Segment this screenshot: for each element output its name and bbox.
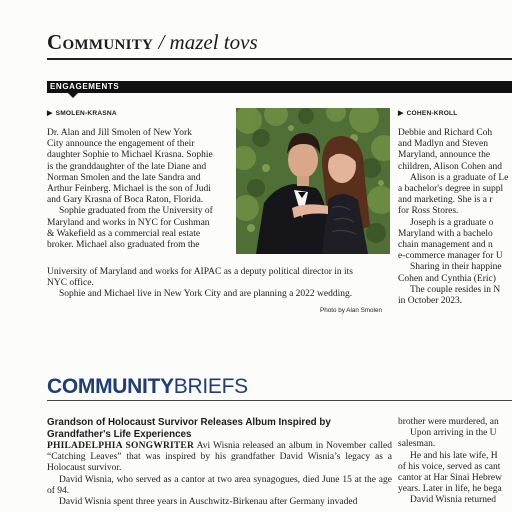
text-line: salesman. bbox=[398, 439, 436, 450]
subhead-cohen-kroll bbox=[398, 109, 458, 117]
couple-photo-illustration bbox=[236, 108, 390, 254]
photo-credit: Photo by Alan Smolen bbox=[320, 307, 382, 314]
section-title-sep: / bbox=[153, 30, 170, 54]
brief-body bbox=[47, 441, 392, 508]
text-line: is the granddaughter of the late Diane and bbox=[47, 161, 207, 172]
engagement-photo bbox=[236, 108, 390, 254]
text-line: years. Later in life, he bega bbox=[398, 484, 502, 495]
arrow-right-icon: ▶ bbox=[398, 110, 404, 117]
text-line: and marketing. She is a r bbox=[398, 195, 493, 206]
engagements-bar-notch bbox=[68, 93, 78, 98]
cohen-kroll-body bbox=[398, 128, 512, 307]
smolen-krasna-p1 bbox=[47, 128, 227, 206]
text-line: Debbie and Richard Coh bbox=[398, 128, 493, 138]
text-line: Joseph is a graduate o bbox=[410, 217, 494, 228]
text-line: Arthur Feinberg. Michael is the son of Judi bbox=[47, 184, 211, 195]
briefs-rule bbox=[47, 400, 512, 401]
text-line: NYC office. bbox=[47, 278, 94, 289]
text-line: for Ross Stores. bbox=[398, 206, 459, 217]
brief-right-column bbox=[398, 417, 512, 507]
smolen-krasna-p3: Sophie and Michael live in New York City and are planning a 2022 wedding. bbox=[59, 289, 353, 300]
briefs-title-bold: COMMUNITY bbox=[47, 375, 174, 398]
subhead-smolen-krasna bbox=[47, 109, 117, 117]
text-line: e-commerce manager for U bbox=[398, 251, 503, 262]
text-line: a bachelor's degree in suppl bbox=[398, 184, 504, 195]
text-line: Sophie graduated from the University of bbox=[59, 206, 213, 217]
text-line: brother were murdered, an bbox=[398, 417, 499, 427]
text-line: Alison is a graduate of Le bbox=[410, 172, 509, 183]
text-line: of his voice, served as cant bbox=[398, 461, 501, 472]
text-line: Sharing in their happine bbox=[410, 262, 502, 273]
text-line: chain management and n bbox=[398, 240, 493, 251]
text-line: in October 2023. bbox=[398, 296, 463, 307]
section-title-main: Community bbox=[47, 30, 154, 54]
text-line: Upon arriving in the U bbox=[410, 428, 497, 439]
brief-p1-text: Avi Wisnia released an album in November called “Catching Leaves” that was inspired by his grandfather David Wisnia’s legacy as a Holocaust survivor. bbox=[47, 441, 393, 474]
smolen-krasna-p2 bbox=[47, 206, 227, 251]
text-line: Maryland, announce the bbox=[398, 150, 491, 161]
text-line: He and his late wife, H bbox=[410, 450, 498, 461]
text-line: Maryland and works in NYC for Cushman bbox=[47, 217, 210, 228]
text-line: & Wakefield as a commercial real estate bbox=[47, 228, 201, 239]
smolen-krasna-body bbox=[47, 128, 227, 251]
text-line: Norman Smolen and the late Sandra and bbox=[47, 172, 201, 183]
brief-p2: David Wisnia, who served as a cantor at two area synagogues, died June 15 at the age of 94. bbox=[47, 474, 392, 496]
text-line: and Gary Krasna of Boca Raton, Florida. bbox=[47, 195, 204, 206]
section-title bbox=[47, 30, 258, 55]
smolen-krasna-wide bbox=[47, 267, 390, 301]
text-line: David Wisnia returned bbox=[410, 495, 496, 506]
subhead-cohen-kroll-label: COHEN-KROLL bbox=[406, 110, 458, 117]
text-line: daughter Sophie to Michael Krasna. Sophie bbox=[47, 150, 213, 161]
brief-p1 bbox=[47, 441, 392, 475]
text-line: Dr. Alan and Jill Smolen of New York bbox=[47, 128, 192, 138]
community-briefs-title bbox=[47, 375, 248, 399]
text-line: and Madlyn and Steven bbox=[398, 139, 488, 150]
text-line: children, Alison Cohen and bbox=[398, 161, 502, 172]
text-line: University of Maryland and works for AIPAC as a deputy political director in its bbox=[47, 267, 353, 277]
text-line: broker. Michael also graduated from the bbox=[47, 240, 200, 251]
text-line: The couple resides in N bbox=[410, 284, 501, 295]
section-rule bbox=[47, 58, 512, 60]
text-line: cantor at Har Sinai Hebrew bbox=[398, 473, 502, 484]
text-line: City announce the engagement of their bbox=[47, 139, 195, 150]
brief-headline bbox=[47, 417, 392, 441]
headline-line: Grandfather's Life Experiences bbox=[47, 429, 192, 440]
text-line: Cohen and Cynthia (Eric) bbox=[398, 273, 496, 284]
brief-p3: David Wisnia spent three years in Auschwitz-Birkenau after Germany invaded bbox=[59, 497, 358, 508]
subhead-smolen-krasna-label: SMOLEN-KRASNA bbox=[55, 110, 117, 117]
engagements-label: ENGAGEMENTS bbox=[50, 82, 120, 91]
text-line: Maryland with a bachelo bbox=[398, 228, 493, 239]
arrow-right-icon: ▶ bbox=[47, 110, 53, 117]
headline-line: Grandson of Holocaust Survivor Releases Album Inspired by bbox=[47, 417, 331, 428]
briefs-title-light: BRIEFS bbox=[173, 375, 248, 398]
section-title-sub: mazel tovs bbox=[169, 30, 258, 54]
brief-kicker: PHILADELPHIA SONGWRITER bbox=[47, 441, 195, 451]
